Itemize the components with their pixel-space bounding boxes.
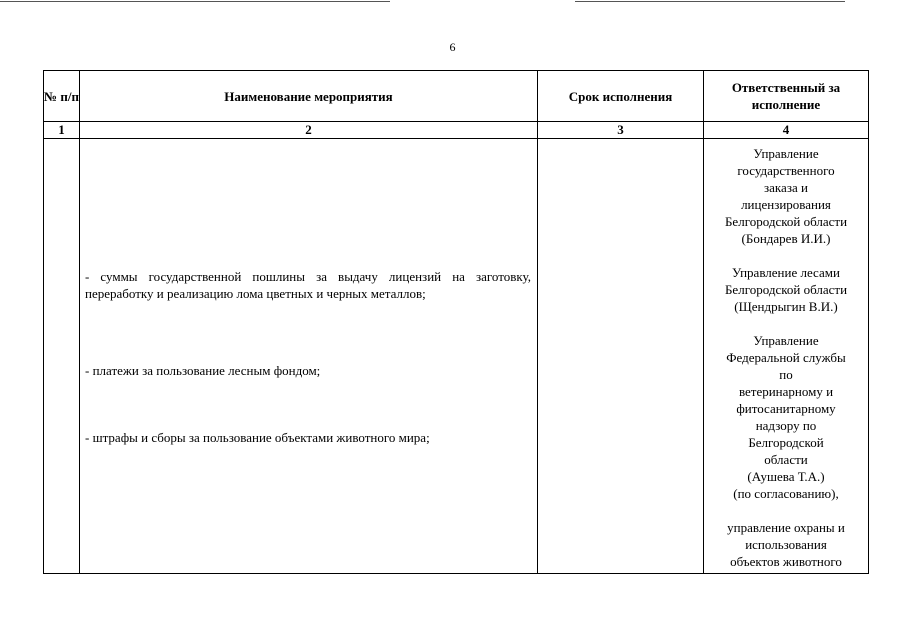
responsible-2: Управление лесами Белгородской области (Щендрыгин В.И.) [724, 264, 848, 314]
header-num: № п/п [44, 71, 80, 122]
scan-line-left [0, 1, 390, 2]
header-name: Наименование мероприятия [80, 71, 538, 122]
column-number-row [44, 122, 869, 139]
header-row [44, 71, 869, 122]
header-term: Срок исполнения [538, 71, 704, 122]
header-responsible: Ответственный за исполнение [704, 71, 869, 122]
responsible-1: Управление государственного заказа и лицензирования Белгородской области (Бондарев И.И.) [724, 145, 848, 246]
scan-line-right [575, 1, 845, 2]
page-number: 6 [449, 40, 456, 54]
activity-item-3: - штрафы и сборы за пользование объектами животного мира; [85, 430, 430, 445]
responsible-cell [704, 139, 869, 574]
col-number-4: 4 [704, 122, 869, 139]
term-cell [538, 139, 704, 574]
activity-item-1: - суммы государственной пошлины за выдачу лицензий на заготовку, переработку и реализацию лома цветных и черных металлов; [85, 269, 531, 301]
table-row [44, 139, 869, 574]
col-number-1: 1 [44, 122, 80, 139]
measures-table [43, 70, 869, 574]
row-number-cell [44, 139, 80, 574]
activity-cell [80, 139, 538, 574]
col-number-3: 3 [538, 122, 704, 139]
activity-item-2: - платежи за пользование лесным фондом; [85, 363, 321, 378]
responsible-4: управление охраны и использования объектов животного [727, 519, 845, 569]
col-number-2: 2 [80, 122, 538, 139]
responsible-3: Управление Федеральной службы по ветеринарному и фитосанитарному надзору по Белгородской области (Аушева Т.А.) (по согласованию), [726, 332, 846, 501]
